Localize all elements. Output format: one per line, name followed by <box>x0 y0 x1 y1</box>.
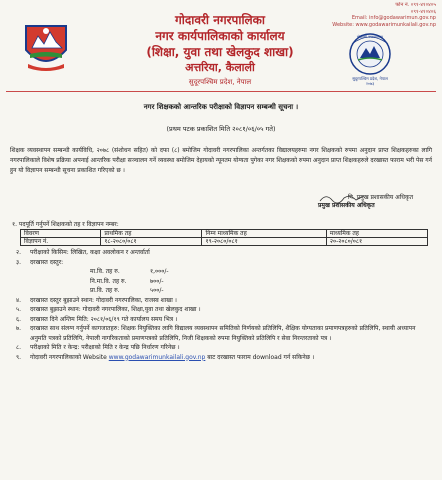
list-item: ६. दरखास्त दिने अन्तिम मिति: २०८१/०६/१९ गते कार्यालय समय भित्र । <box>16 315 432 325</box>
list-item: ५. दरखास्त बुझाउने स्थान: गोदावरी नगरपालिका, शिक्षा,युवा तथा खेलकुद शाखा । <box>16 305 432 315</box>
table-header-cell: विवरण <box>21 230 101 238</box>
list-item: २. परीक्षाको किसिम: लिखित, कक्षा अवलोकन र अन्तर्वार्ता <box>16 248 432 258</box>
fee-payment-place: दरखास्त दस्तुर बुझाउने स्थान: गोदावरी नगरपालिका, राजस्व शाखा । <box>30 296 177 304</box>
table-cell: विज्ञापन नं. <box>21 238 101 246</box>
website-link[interactable]: www.godawarimunkailali.gov.np <box>108 353 206 361</box>
province-name: सुदूरपश्चिम प्रदेश, नेपाल <box>188 78 252 86</box>
office-header <box>110 12 330 88</box>
list-item: ९. गोदावरी नगरपालिकाको Website www.godawarimunkailali.gov.np बाट दरखास्त फाराम download गर्न सकिनेछ । <box>16 353 432 363</box>
website-line: Website: www.godawarimunkailali.gov.np <box>332 21 436 28</box>
seal-ring-text: गोदावरी नगरपालिका <box>356 35 384 39</box>
email-line: Email: info@godawarimun.gov.np <box>351 15 436 21</box>
municipality-name: गोदावरी नगरपालिका <box>174 13 266 27</box>
fee-row: मा.वि. तह रु. १,०००/- <box>90 268 169 275</box>
table-cell: १९-२०८०/०८१ <box>202 238 326 246</box>
contact-info <box>326 2 436 28</box>
posts-table <box>20 229 428 246</box>
section-posts-heading: १. पदपूर्ति गर्नुपर्ने शिक्षकको तह र विज्ञापन नम्बर: <box>12 221 119 228</box>
fee-list <box>16 267 432 296</box>
deadline: दरखास्त दिने अन्तिम मिति: २०८१/०६/१९ गते कार्यालय समय भित्र । <box>30 315 178 323</box>
table-header-row <box>21 230 428 238</box>
seal-year: २०७३ <box>365 81 375 86</box>
table-cell: २०-२०८०/०८१ <box>326 238 427 246</box>
list-item: ८. परीक्षाको मिति र केन्द्र: परीक्षाको मिति र केन्द्र पछि निर्धारण गरिनेछ । <box>16 343 432 353</box>
seal-bottom-text: सुदूरपश्चिम प्रदेश, नेपाल <box>352 76 388 81</box>
municipality-seal-logo <box>340 30 400 86</box>
office-location: अत्तरिया, कैलाली <box>185 61 255 74</box>
branch-name: (शिक्षा, युवा तथा खेलकुद शाखा) <box>146 45 294 59</box>
application-fee-heading: दरखास्त दस्तुर: <box>30 258 64 266</box>
table-cell: १८-२०८०/०८१ <box>101 238 202 246</box>
fee-row: नि.मा.वि. तह रु. ७००/- <box>90 277 164 285</box>
notice-items <box>16 248 432 362</box>
list-item: ४. दरखास्त दस्तुर बुझाउने स्थान: गोदावरी नगरपालिका, राजस्व शाखा । <box>16 296 432 306</box>
publish-date: (प्रथम पटक प्रकाशित मिति २०८१/०६/०५ गते) <box>166 125 276 133</box>
exam-type: परीक्षाको किसिम: लिखित, कक्षा अवलोकन र अन्तर्वार्ता <box>30 249 150 256</box>
phone-line: फोन नं. ०९१-४१०४०५ <box>395 2 436 8</box>
nepal-emblem-logo <box>22 20 70 74</box>
exam-date-venue: परीक्षाको मिति र केन्द्र: परीक्षाको मिति र केन्द्र पछि निर्धारण गरिनेछ । <box>30 344 180 351</box>
office-name: नगर कार्यपालिकाको कार्यालय <box>155 29 285 43</box>
header-divider <box>6 91 436 92</box>
signatory-title: प्रमुख प्रशासकीय अधिकृत <box>318 202 375 209</box>
table-header-cell: निम्न माध्यमिक तह <box>202 230 326 238</box>
required-documents: दरखास्त साथ संलग्न गर्नुपर्ने कागजातहरु: शिक्षक नियुक्तिका लागि विद्यालय व्यवस्थापन समितिको निर्णयको प्रतिलिपि, शैक्षिक योग्यताका प्रमाणपत्रहरुको प्रतिलिपि, स्थायी अध्यापन अनुमति पत्रको प्रतिलिपि, नेपाली नागरिकताको प्रमाणपत्रको प्रतिलिपि, निजी शिक्षकको रुपमा नियुक्तिको प्रतिलिपि र सेवा निरन्तरताको पत्र । <box>30 325 416 342</box>
submission-place: दरखास्त बुझाउने स्थान: गोदावरी नगरपालिका, शिक्षा,युवा तथा खेलकुद शाखा । <box>30 306 201 313</box>
notice-title: नगर शिक्षकको आन्तरिक परीक्षाको विज्ञापन सम्बन्धी सूचना । <box>143 103 299 111</box>
table-row <box>21 238 428 246</box>
intro-paragraph: शिक्षक व्यवस्थापन सम्बन्धी कार्यविधि, २०७८ (संशोधन सहित) को दफा (८) बमोजिम गोदावरी नगरपालिका अन्तर्गतका विद्यालयहरुमा नगर शिक्षकको रुपमा अनुदान प्राप्त शिक्षकहरुका लागि नगरपालिकाले विशेष प्रक्रिया अपनाई आन्तरिक परीक्षा सञ्चालन गर्ने व्यवस्था बमोजिम देहायको न्यूनतम योग्यता पुगेका नगर शिक्षकको रुपमा अनुदान प्राप्त शिक्षकहरुले दरखास्त फाराम भरी पेस गर्न हुन यो विज्ञापन सम्बन्धी सूचना प्रकाशित गरिएको छ । <box>10 147 432 174</box>
signature-scribble-icon <box>318 192 368 204</box>
table-header-cell: माध्यमिक तह <box>326 230 427 238</box>
signatory-name: नि. प्रमुख प्रशासकीय अधिकृत <box>348 194 414 201</box>
fee-row: प्रा.वि. तह रु. ५००/- <box>90 287 164 294</box>
signature-block <box>318 194 428 210</box>
phone-line-2: ०९१-४१०४०६ <box>410 8 436 15</box>
list-item: ३. दरखास्त दस्तुर: <box>16 258 432 268</box>
download-info: गोदावरी नगरपालिकाको Website www.godawarimunkailali.gov.np बाट दरखास्त फाराम download गर्न सकिनेछ । <box>30 353 315 361</box>
table-header-cell: प्राथमिक तह <box>101 230 202 238</box>
list-item: ७. दरखास्त साथ संलग्न गर्नुपर्ने कागजातहरु: शिक्षक नियुक्तिका लागि विद्यालय व्यवस्थापन समितिको निर्णयको प्रतिलिपि, शैक्षिक योग्यताका प्रमाणपत्रहरुको प्रतिलिपि, स्थायी अध्यापन अनुमति पत्रको प्रतिलिपि, नेपाली नागरिकताको प्रमाणपत्रको प्रतिलिपि, निजी शिक्षकको रुपमा नियुक्तिको प्रतिलिपि र सेवा निरन्तरताको पत्र । <box>16 324 432 343</box>
